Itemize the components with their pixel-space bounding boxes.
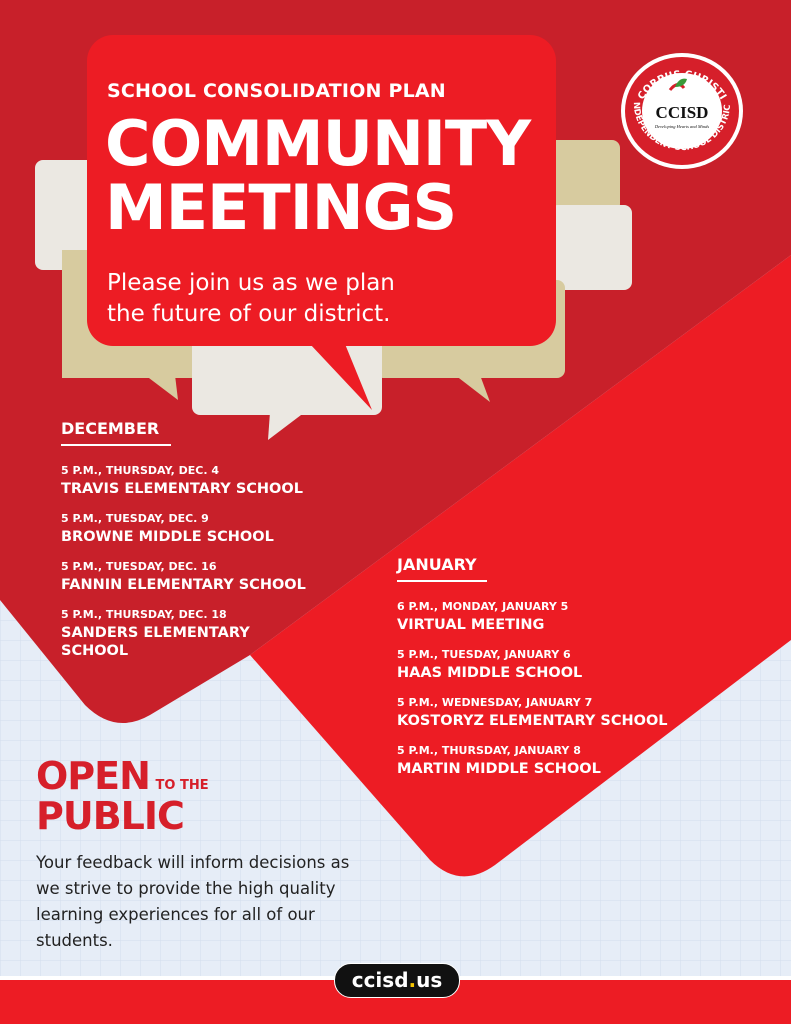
page-title [105,107,531,244]
event-item [61,512,331,546]
event-time: 5 P.M., THURSDAY, DEC. 18 [61,608,227,621]
event-time: 5 P.M., THURSDAY, JANUARY 8 [397,744,581,757]
tagline-line-2: the future of our district. [107,301,391,327]
body-text: Your feedback will inform decisions as we strive to provide the high quality learning experiences for all of our students. [36,853,350,950]
december-schedule [61,419,331,674]
event-time: 5 P.M., TUESDAY, JANUARY 6 [397,648,571,661]
website-link[interactable] [334,963,460,998]
svg-text:Developing Hearts and Minds: Developing Hearts and Minds [654,124,710,129]
site-name: ccisd [351,968,409,992]
event-time: 5 P.M., TUESDAY, DEC. 9 [61,512,209,525]
event-location: TRAVIS ELEMENTARY SCHOOL [61,481,303,497]
svg-text:CORPUS CHRISTI: CORPUS CHRISTI [636,69,728,102]
event-location: VIRTUAL MEETING [397,617,545,633]
header-subtitle: SCHOOL CONSOLIDATION PLAN [107,80,446,102]
title-line-1: COMMUNITY [105,107,531,180]
event-location: HAAS MIDDLE SCHOOL [397,665,583,681]
ccisd-logo [620,52,744,170]
event-item [61,464,331,498]
open-to-the-public [36,756,209,836]
december-heading: DECEMBER [61,419,171,446]
event-item [61,608,331,660]
event-time: 5 P.M., THURSDAY, DEC. 4 [61,464,219,477]
event-location: FANNIN ELEMENTARY SCHOOL [61,577,306,593]
tagline-line-1: Please join us as we plan [107,270,395,296]
january-schedule [397,555,697,792]
to-the-word: TO THE [155,778,209,793]
svg-text:CCISD: CCISD [655,103,709,122]
event-item [397,648,697,682]
event-location: KOSTORYZ ELEMENTARY SCHOOL [397,713,668,729]
event-location: MARTIN MIDDLE SCHOOL [397,761,601,777]
event-time: 5 P.M., WEDNESDAY, JANUARY 7 [397,696,593,709]
event-item [61,560,331,594]
event-item [397,744,697,778]
svg-text:INDEPENDENT SCHOOL DISTRICT: NDEPENDENT SCHOOL DISTRIC [630,101,734,154]
event-item [397,600,697,634]
event-item [397,696,697,730]
event-time: 5 P.M., TUESDAY, DEC. 16 [61,560,217,573]
tagline [107,268,395,330]
event-location: SANDERS ELEMENTARY SCHOOL [61,625,250,659]
open-word: OPEN [36,754,150,798]
public-word: PUBLIC [36,794,184,838]
event-location: BROWNE MIDDLE SCHOOL [61,529,274,545]
site-tld: us [416,968,443,992]
event-time: 6 P.M., MONDAY, JANUARY 5 [397,600,569,613]
title-line-2: MEETINGS [105,171,457,244]
site-dot: . [408,968,417,992]
january-heading: JANUARY [397,555,487,582]
